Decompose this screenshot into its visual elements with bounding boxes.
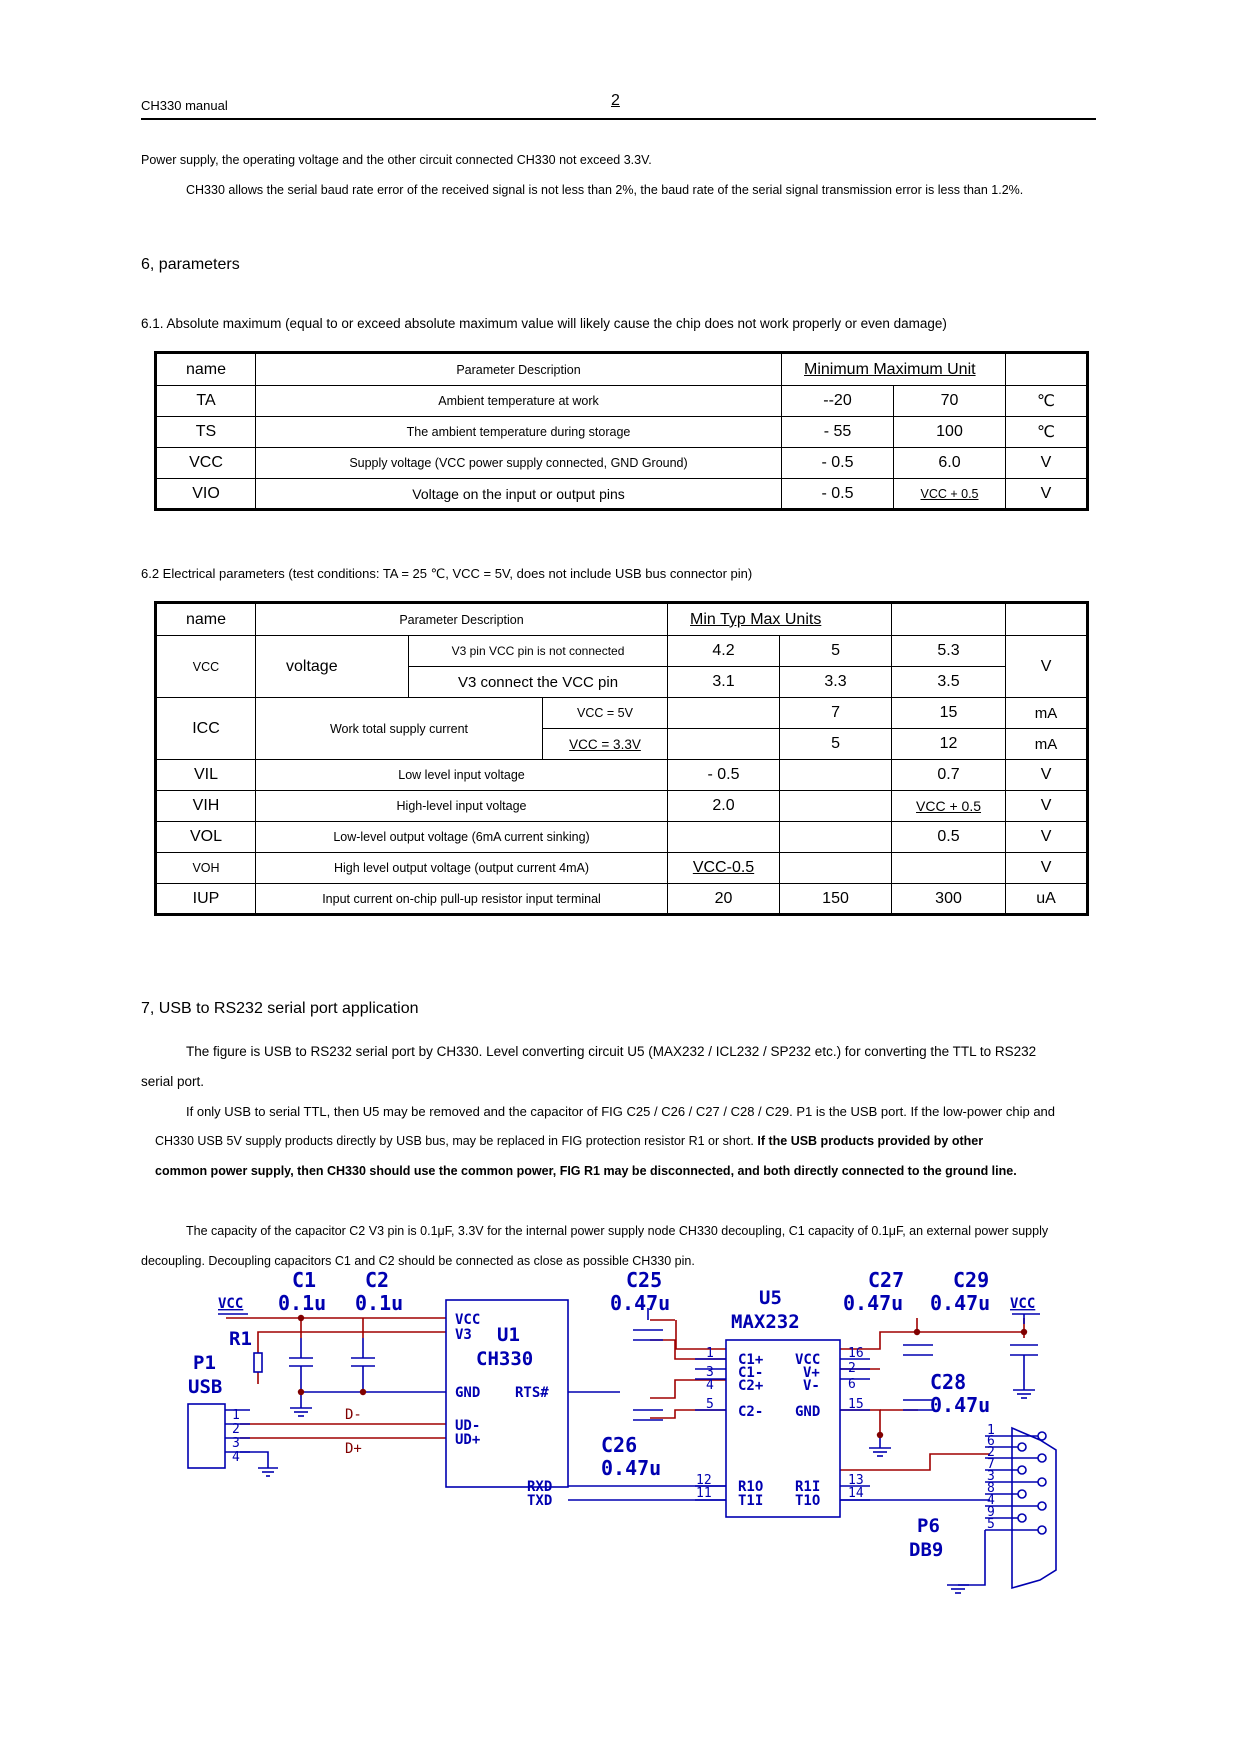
- param-desc: Low-level output voltage (6mA current sinking): [256, 822, 668, 853]
- param-cond: V3 connect the VCC pin: [409, 667, 668, 698]
- elec-caption: 6.2 Electrical parameters (test conditions: TA = 25 ℃, VCC = 5V, does not include USB bus connector pin): [141, 566, 753, 581]
- db9-pin-3: 3: [987, 1469, 995, 1484]
- p1-pin-3: 3: [232, 1436, 240, 1451]
- u1-vcc-pin: VCC: [455, 1312, 481, 1328]
- db9-pin-2: 2: [987, 1445, 995, 1460]
- param-desc: Supply voltage (VCC power supply connected, GND Ground): [256, 448, 782, 479]
- u5-r1o-pin: R1O: [738, 1479, 764, 1495]
- param-desc: The ambient temperature during storage: [256, 417, 782, 448]
- param-typ: 7: [780, 698, 892, 729]
- param-typ: 150: [780, 884, 892, 915]
- param-unit: V: [1006, 760, 1088, 791]
- r1-label: R1: [229, 1328, 252, 1350]
- p1-pin-4: 4: [232, 1450, 240, 1465]
- param-desc: High level output voltage (output current 4mA): [256, 853, 668, 884]
- col-desc-header: Parameter Description: [256, 603, 668, 636]
- u1-rts-pin: RTS#: [515, 1385, 549, 1401]
- db9-label: DB9: [909, 1539, 944, 1561]
- usb-label: USB: [188, 1376, 223, 1398]
- param-desc: voltage: [256, 636, 409, 698]
- c2-label: C2: [365, 1268, 390, 1292]
- param-min: 3.1: [668, 667, 780, 698]
- param-min: - 0.5: [782, 448, 894, 479]
- param-min: - 0.5: [782, 479, 894, 510]
- db9-pins: [1018, 1432, 1046, 1534]
- param-name: VOH: [156, 853, 256, 884]
- u5-vcc-pin: VCC: [795, 1352, 821, 1368]
- u5-pin-13: 13: [848, 1473, 864, 1488]
- param-max: 6.0: [894, 448, 1006, 479]
- u5-t1i-pin: T1I: [738, 1493, 764, 1509]
- u5-c2p-pin: C2+: [738, 1378, 764, 1394]
- param-desc: Ambient temperature at work: [256, 386, 782, 417]
- p1-pin-2: 2: [232, 1422, 240, 1437]
- db9-pin-7: 7: [987, 1457, 995, 1472]
- doc-title: CH330 manual: [141, 98, 228, 113]
- db9-pin-4: 4: [987, 1493, 995, 1508]
- param-name: VIO: [156, 479, 256, 510]
- u5-c1p-pin: C1+: [738, 1352, 764, 1368]
- u1-txd-pin: TXD: [527, 1493, 553, 1509]
- db9-pin-6: 6: [987, 1434, 995, 1449]
- minmax-header-text: Minimum Maximum Unit: [804, 360, 976, 378]
- intro-line-2: CH330 allows the serial baud rate error of the received signal is not less than 2%, the baud rate of the serial signal transmission error is less than 1.2%.: [186, 183, 1024, 197]
- u1-udm-pin: UD-: [455, 1418, 481, 1434]
- param-desc: Low level input voltage: [256, 760, 668, 791]
- s7-para3-line2: decoupling. Decoupling capacitors C1 and C2 should be connected as close as possible CH330 pin.: [141, 1254, 695, 1268]
- param-name: VOL: [156, 822, 256, 853]
- u5-pin-1: 1: [706, 1346, 714, 1361]
- db9-pin-5: 5: [987, 1517, 995, 1532]
- u5-t1o-pin: T1O: [795, 1493, 821, 1509]
- u5-r1i-pin: R1I: [795, 1479, 821, 1495]
- param-max: 3.5: [892, 667, 1006, 698]
- param-unit: mA: [1006, 729, 1088, 760]
- param-min: - 55: [782, 417, 894, 448]
- param-cond-text: VCC = 3.3V: [569, 736, 641, 752]
- section-6-heading: 6, parameters: [141, 256, 240, 273]
- db9-pin-1: 1: [987, 1423, 995, 1438]
- u5-pin-3: 3: [706, 1365, 714, 1380]
- param-max: 0.5: [892, 822, 1006, 853]
- param-min-text: VCC-0.5: [692, 859, 755, 876]
- s7-para2-line3: common power supply, then CH330 should use the common power, FIG R1 may be disconnected, and both directly connected to the ground line.: [155, 1164, 1017, 1178]
- p1-pin-1: 1: [232, 1408, 240, 1423]
- c29-value: 0.47u: [930, 1291, 991, 1315]
- abs-max-caption: 6.1. Absolute maximum (equal to or exceed absolute maximum value will likely cause the chip does not work properly or even damage): [141, 316, 947, 331]
- param-min: 4.2: [668, 636, 780, 667]
- param-name: TA: [156, 386, 256, 417]
- param-unit: V: [1006, 822, 1088, 853]
- param-max: 100: [894, 417, 1006, 448]
- u5-c1m-pin: C1-: [738, 1365, 764, 1381]
- u5-pin-4: 4: [706, 1378, 714, 1393]
- param-desc: Voltage on the input or output pins: [256, 479, 782, 510]
- param-unit: V: [1006, 636, 1088, 698]
- param-unit: ℃: [1006, 386, 1088, 417]
- u5-pin-16: 16: [848, 1346, 864, 1361]
- param-min: 2.0: [668, 791, 780, 822]
- u5-pin-6: 6: [848, 1377, 856, 1392]
- param-unit: V: [1006, 448, 1088, 479]
- u5-pin-14: 14: [848, 1486, 864, 1501]
- param-desc: Work total supply current: [256, 698, 543, 760]
- param-name: VCC: [156, 636, 256, 698]
- param-unit: V: [1006, 791, 1088, 822]
- param-unit: mA: [1006, 698, 1088, 729]
- c2-value: 0.1u: [355, 1291, 404, 1315]
- param-unit: uA: [1006, 884, 1088, 915]
- param-typ: 3.3: [780, 667, 892, 698]
- c1-label: C1: [292, 1268, 317, 1292]
- c25-label: C25: [626, 1268, 663, 1292]
- param-min: - 0.5: [668, 760, 780, 791]
- u5-pin-2: 2: [848, 1361, 856, 1376]
- c28-value: 0.47u: [930, 1393, 991, 1417]
- page-number: 2: [611, 92, 620, 109]
- dplus-label: D+: [345, 1441, 362, 1457]
- param-min: --20: [782, 386, 894, 417]
- dminus-label: D-: [345, 1407, 362, 1423]
- u1-udp-pin: UD+: [455, 1432, 481, 1448]
- c26-label: C26: [601, 1433, 638, 1457]
- c28-label: C28: [930, 1370, 967, 1394]
- s7-para2-bold: If the USB products provided by other: [757, 1134, 984, 1148]
- col-desc-header: Parameter Description: [256, 353, 782, 386]
- param-desc: Input current on-chip pull-up resistor input terminal: [256, 884, 668, 915]
- param-name: VIL: [156, 760, 256, 791]
- param-max: 12: [892, 729, 1006, 760]
- param-min: 20: [668, 884, 780, 915]
- s7-para1-line2: serial port.: [141, 1074, 205, 1089]
- intro-line-1: Power supply, the operating voltage and the other circuit connected CH330 not exceed 3.3V.: [141, 153, 652, 167]
- c29-label: C29: [953, 1268, 990, 1292]
- u5-pin-11: 11: [696, 1486, 712, 1501]
- p1-label: P1: [193, 1352, 216, 1374]
- s7-para2-line1: If only USB to serial TTL, then U5 may be removed and the capacitor of FIG C25 / C26 / C27 / C28 / C29. P1 is the USB port. If the low-power chip and: [186, 1104, 1056, 1119]
- section-7-heading: 7, USB to RS232 serial port application: [141, 1000, 419, 1017]
- param-max: 300: [892, 884, 1006, 915]
- u1-gnd-pin: GND: [455, 1385, 481, 1401]
- s7-para1-line1: The figure is USB to RS232 serial port by CH330. Level converting circuit U5 (MAX232 / ICL232 / SP232 etc.) for converting the TTL to RS232: [186, 1044, 1037, 1059]
- param-name: ICC: [156, 698, 256, 760]
- param-max-text: VCC + 0.5: [916, 798, 982, 814]
- param-max-text: VCC + 0.5: [920, 486, 979, 501]
- c25-value: 0.47u: [610, 1291, 671, 1315]
- u5-pin-5: 5: [706, 1397, 714, 1412]
- param-name: TS: [156, 417, 256, 448]
- mtmu-header-text: Min Typ Max Units: [690, 610, 822, 628]
- u5-pin-12: 12: [696, 1473, 712, 1488]
- col-name-header: name: [156, 603, 256, 636]
- col-name-header: name: [156, 353, 256, 386]
- c26-value: 0.47u: [601, 1456, 662, 1480]
- c27-label: C27: [868, 1268, 905, 1292]
- param-max: 5.3: [892, 636, 1006, 667]
- param-name: VCC: [156, 448, 256, 479]
- s7-para2-normal: CH330 USB 5V supply products directly by USB bus, may be replaced in FIG protection resistor R1 or short.: [155, 1134, 754, 1148]
- param-max: 70: [894, 386, 1006, 417]
- u5-vplus-pin: V+: [803, 1365, 820, 1381]
- u1-label: U1: [497, 1324, 520, 1346]
- param-name: IUP: [156, 884, 256, 915]
- u1-chip-name: CH330: [476, 1348, 534, 1370]
- c27-value: 0.47u: [843, 1291, 904, 1315]
- param-name: VIH: [156, 791, 256, 822]
- param-typ: 5: [780, 729, 892, 760]
- u5-pin-15: 15: [848, 1397, 864, 1412]
- u1-v3-pin: V3: [455, 1327, 472, 1343]
- p6-label: P6: [917, 1515, 940, 1537]
- c1-value: 0.1u: [278, 1291, 327, 1315]
- vcc-label: VCC: [218, 1296, 244, 1312]
- param-unit: V: [1006, 479, 1088, 510]
- u5-gnd-pin: GND: [795, 1404, 821, 1420]
- param-cond: V3 pin VCC pin is not connected: [409, 636, 668, 667]
- param-max: 0.7: [892, 760, 1006, 791]
- param-cond: VCC = 5V: [543, 698, 668, 729]
- param-unit: V: [1006, 853, 1088, 884]
- param-unit: ℃: [1006, 417, 1088, 448]
- vcc-label-2: VCC: [1010, 1296, 1036, 1312]
- db9-pin-8: 8: [987, 1481, 995, 1496]
- u1-rxd-pin: RXD: [527, 1479, 553, 1495]
- db9-pin-9: 9: [987, 1505, 995, 1520]
- param-max: 15: [892, 698, 1006, 729]
- u5-label: U5: [759, 1287, 782, 1309]
- u5-vminus-pin: V-: [803, 1378, 820, 1394]
- s7-para3-line1: The capacity of the capacitor C2 V3 pin is 0.1μF, 3.3V for the internal power supply node CH330 decoupling, C1 capacity of 0.1μF, an external power supply: [186, 1224, 1049, 1238]
- u5-c2m-pin: C2-: [738, 1404, 764, 1420]
- param-desc: High-level input voltage: [256, 791, 668, 822]
- param-typ: 5: [780, 636, 892, 667]
- u5-chip-name: MAX232: [731, 1311, 800, 1333]
